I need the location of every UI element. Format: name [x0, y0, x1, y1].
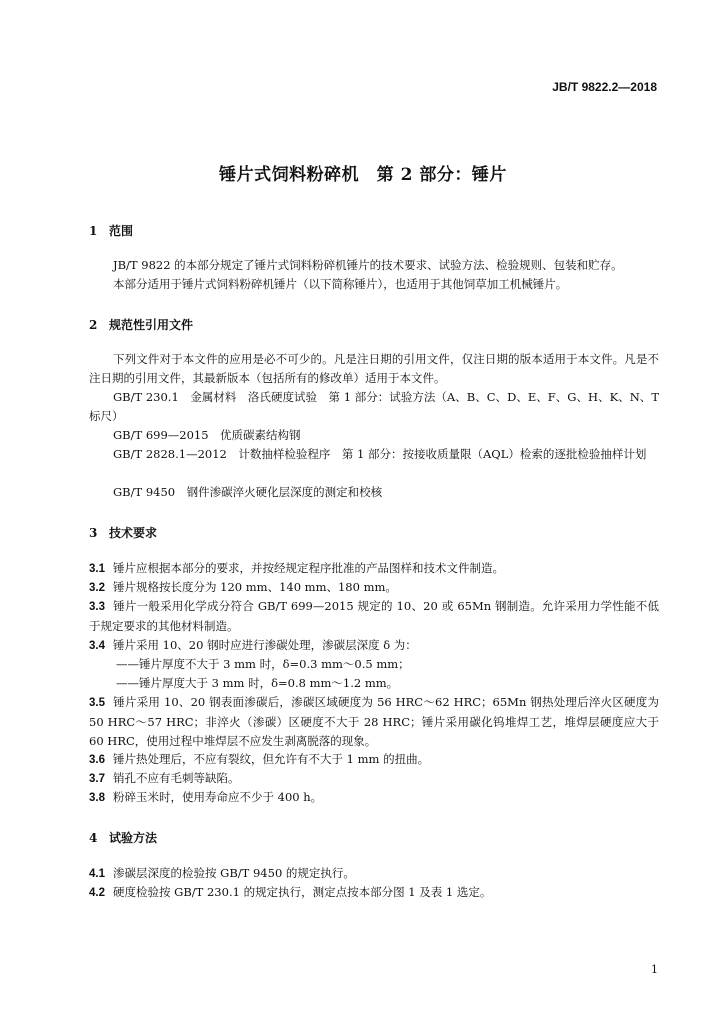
clause [89, 864, 659, 884]
clause-number: 3.4 [89, 640, 105, 652]
clause-number: 3.7 [89, 773, 105, 785]
section-number: 4 [89, 831, 98, 845]
clause-text: 硬度检验按 GB/T 230.1 的规定执行，测定点按本部分图 1 及表 1 选定。 [113, 885, 492, 899]
standard-number: JB/T 9822.2—2018 [552, 80, 657, 94]
clause-text: 锤片热处理后，不应有裂纹，但允许有不大于 1 mm 的扭曲。 [113, 752, 430, 766]
paragraph: JB/T 9822 的本部分规定了锤片式饲料粉碎机锤片的技术要求、试验方法、检验规则、包装和贮存。 [113, 258, 623, 272]
section-number: 3 [89, 526, 98, 540]
section-1-heading [89, 222, 133, 239]
clause-number: 3.5 [89, 697, 105, 709]
clause-text: 渗碳层深度的检验按 GB/T 9450 的规定执行。 [113, 866, 355, 880]
clause-number: 3.3 [89, 601, 105, 613]
section-2-heading [89, 316, 193, 333]
clause [89, 788, 659, 808]
clause-text: 锤片采用 10、20 钢时应进行渗碳处理，渗碳层深度 δ 为： [113, 638, 417, 652]
clause-text: 销孔不应有毛刺等缺陷。 [113, 771, 240, 785]
paragraph: 本部分适用于锤片式饲料粉碎机锤片（以下简称锤片），也适用于其他饲草加工机械锤片。 [113, 277, 568, 291]
reference-item: GB/T 9450 钢件渗碳淬火硬化层深度的测定和校核 [113, 485, 383, 499]
section-number: 1 [89, 224, 98, 238]
section-title: 技术要求 [109, 526, 158, 540]
clause-number: 4.2 [89, 887, 105, 899]
paragraph: 下列文件对于本文件的应用是必不可少的。凡是注日期的引用文件，仅注日期的版本适用于本文件。凡是不注日期的引用文件，其最新版本（包括所有的修改单）适用于本文件。 [89, 352, 659, 385]
section-title: 试验方法 [109, 831, 158, 845]
reference-item: GB/T 230.1 金属材料 洛氏硬度试验 第 1 部分：试验方法（A、B、C、D、E、F、G、H、K、N、T 标尺） [89, 390, 659, 423]
reference-item: GB/T 699—2015 优质碳素结构钢 [113, 428, 301, 442]
clause [89, 883, 659, 903]
clause [89, 750, 659, 770]
clause-number: 3.8 [89, 792, 105, 804]
clause-number: 3.2 [89, 582, 105, 594]
clause-number: 3.6 [89, 754, 105, 766]
clause [89, 559, 659, 579]
clause-text: 锤片采用 10、20 钢表面渗碳后，渗碳区域硬度为 56 HRC～62 HRC；65Mn 钢热处理后淬火区硬度为 50 HRC～57 HRC；非淬火（渗碳）区硬度不大于 28 HRC；锤片采用碳化钨堆焊工艺，堆焊层硬度应大于 60 HRC，使用过程中堆焊层不应发生剥离脱落的现象。 [89, 695, 659, 748]
clause-text: 锤片应根据本部分的要求，并按经规定程序批准的产品图样和技术文件制造。 [113, 561, 504, 575]
document-title: 锤片式饲料粉碎机 第 2 部分：锤片 [219, 165, 507, 185]
dash-item: ——锤片厚度不大于 3 mm 时，δ=0.3 mm～0.5 mm； [116, 657, 410, 671]
clause [89, 693, 659, 751]
clause [89, 597, 659, 636]
section-number: 2 [89, 318, 98, 332]
clause-number: 3.1 [89, 563, 105, 575]
section-4-heading [89, 829, 157, 846]
clause [89, 769, 659, 789]
clause [89, 636, 659, 656]
reference-item: GB/T 2828.1—2012 计数抽样检验程序 第 1 部分：按接收质量限（AQL）检索的逐批检验抽样计划 [113, 447, 647, 461]
clause-text: 锤片一般采用化学成分符合 GB/T 699—2015 规定的 10、20 或 65Mn 钢制造。允许采用力学性能不低于规定要求的其他材料制造。 [89, 599, 659, 633]
section-title: 规范性引用文件 [109, 318, 194, 332]
clause-text: 粉碎玉米时，使用寿命应不少于 400 h。 [113, 790, 323, 804]
page-number: 1 [651, 963, 658, 976]
dash-item: ——锤片厚度大于 3 mm 时，δ=0.8 mm～1.2 mm。 [116, 676, 399, 690]
section-title: 范围 [109, 224, 134, 238]
clause-text: 锤片规格按长度分为 120 mm、140 mm、180 mm。 [113, 580, 397, 594]
clause-number: 4.1 [89, 868, 105, 880]
section-3-heading [89, 524, 157, 541]
clause [89, 578, 659, 598]
